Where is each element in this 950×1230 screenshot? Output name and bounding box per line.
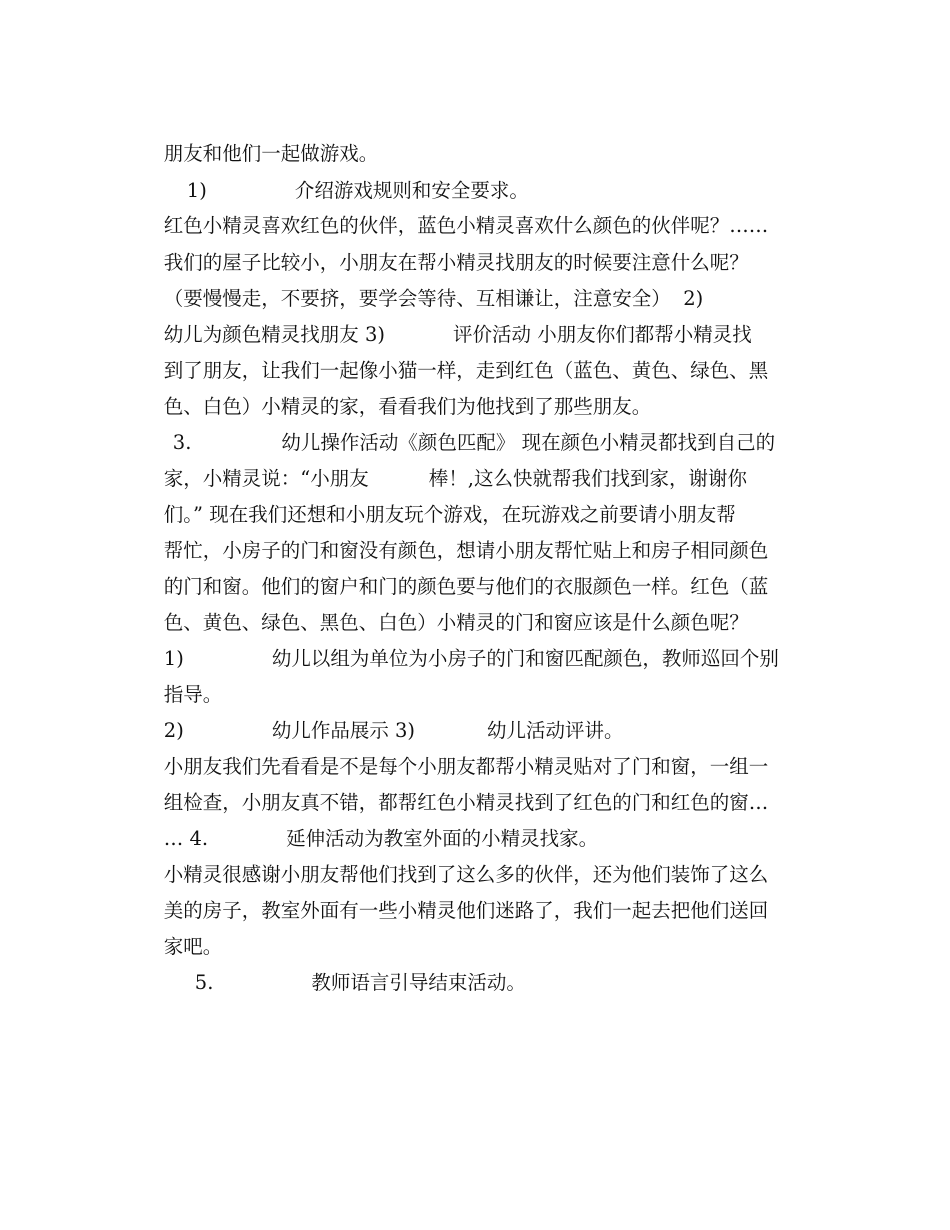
line-text: 小精灵很感谢小朋友帮他们找到了这么多的伙伴，还为他们装饰了这么 [163, 863, 769, 886]
line-text: 朋友和他们一起做游戏。 [163, 142, 379, 165]
line-text: 指导。 [163, 683, 223, 706]
line-text: 们。” 现在我们还想和小朋友玩个游戏，在玩游戏之前要请小朋友帮 [163, 503, 736, 526]
line-text: 幼儿操作活动《颜色匹配》 现在颜色小精灵都找到自己的 [281, 431, 776, 454]
line-text: 幼儿作品展示 3) [271, 719, 416, 742]
line-text: … 4. [163, 827, 209, 850]
line-text: 帮忙，小房子的门和窗没有颜色，想请小朋友帮忙贴上和房子相同颜色 [163, 539, 769, 562]
list-label: 1) [163, 647, 184, 670]
line-text: 教师语言引导结束活动。 [311, 971, 526, 994]
line-text: 家，小精灵说：“小朋友 [163, 467, 369, 490]
list-item [170, 947, 526, 1019]
line-text: 美的房子，教室外面有一些小精灵他们迷路了，我们一起去把他们送回 [163, 899, 769, 922]
line-text: 介绍游戏规则和安全要求。 [294, 179, 529, 202]
list-label: 1) [186, 179, 207, 202]
text-line [139, 875, 768, 947]
line-text: 到了朋友，让我们一起像小猫一样，走到红色（蓝色、黄色、绿色、黑 [163, 359, 769, 382]
line-text-cont: 评价活动 小朋友你们都帮小精灵找 [453, 323, 752, 346]
line-text: 红色小精灵喜欢红色的伙伴，蓝色小精灵喜欢什么颜色的伙伴呢？…… [163, 214, 769, 237]
line-text: 的门和窗。他们的窗户和门的颜色要与他们的衣服颜色一样。红色（蓝 [163, 575, 769, 598]
list-label: 3. [172, 431, 192, 454]
line-text: 色、黄色、绿色、黑色、白色）小精灵的门和窗应该是什么颜色呢？ [163, 611, 749, 634]
list-item [139, 623, 779, 695]
line-text: 我们的屋子比较小，小朋友在帮小精灵找朋友的时候要注意什么呢？ [163, 251, 749, 274]
line-text-cont: 棒！,这么快就帮我们找到家，谢谢你 [428, 467, 747, 490]
line-text: 组检查，小朋友真不错，都帮红色小精灵找到了红色的门和红色的窗… [163, 791, 769, 814]
line-text: （要慢慢走，不要挤，要学会等待、互相谦让，注意安全） 2) [163, 287, 704, 310]
list-label: 5. [194, 971, 214, 994]
line-text: 小朋友我们先看看是不是每个小朋友都帮小精灵贴对了门和窗，一组一 [163, 755, 769, 778]
line-text: 幼儿以组为单位为小房子的门和窗匹配颜色，教师巡回个别 [271, 647, 779, 670]
line-text: 家吧。 [163, 935, 223, 958]
line-text: 幼儿为颜色精灵找朋友 3) [163, 323, 386, 346]
list-label: 2) [163, 719, 184, 742]
line-text: 色、白色）小精灵的家，看看我们为他找到了那些朋友。 [163, 395, 652, 418]
line-text-cont: 延伸活动为教室外面的小精灵找家。 [286, 827, 599, 850]
line-text-cont: 幼儿活动评讲。 [487, 719, 624, 742]
